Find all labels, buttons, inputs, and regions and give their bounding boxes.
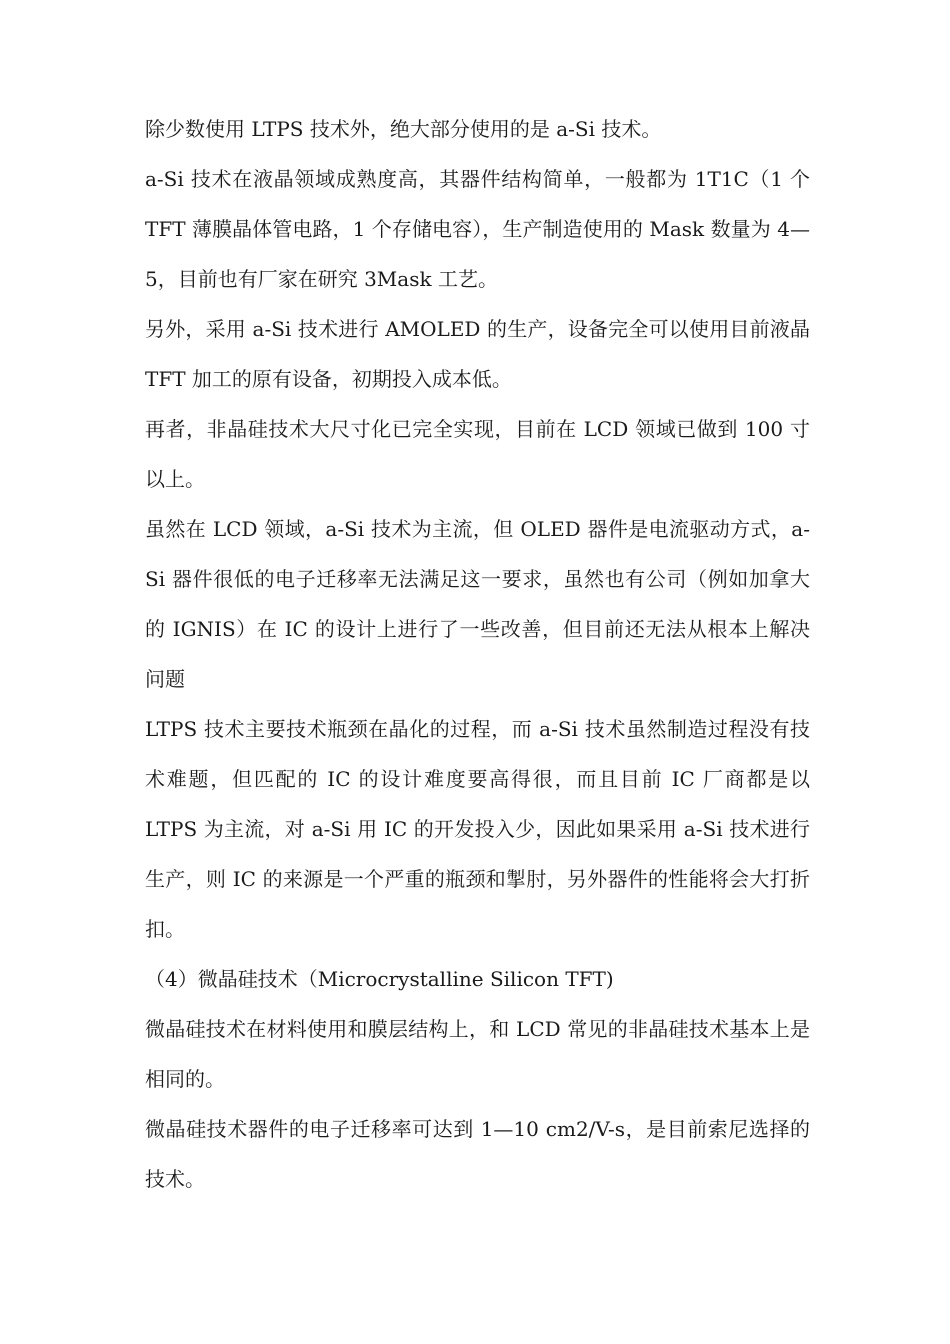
paragraph-asi-equipment: 另外，采用 a-Si 技术进行 AMOLED 的生产，设备完全可以使用目前液晶 TFT 加工的原有设备，初期投入成本低。 xyxy=(145,317,810,391)
paragraph-microcrystalline-mobility: 微晶硅技术器件的电子迁移率可达到 1—10 cm2/V-s，是目前索尼选择的技术。 xyxy=(145,1117,810,1191)
paragraph-oled-current-drive: 虽然在 LCD 领域，a-Si 技术为主流，但 OLED 器件是电流驱动方式，a-Si 器件很低的电子迁移率无法满足这一要求，虽然也有公司（例如加拿大的 IGNIS）在 IC 的设计上进行了一些改善，但目前还无法从根本上解决问题 xyxy=(145,517,810,691)
paragraph-asi-maturity: a-Si 技术在液晶领域成熟度高，其器件结构简单，一般都为 1T1C（1 个 TFT 薄膜晶体管电路，1 个存储电容），生产制造使用的 Mask 数量为 4—5，目前也有厂家在研究 3Mask 工艺。 xyxy=(145,167,810,291)
section-heading-microcrystalline: （4）微晶硅技术（Microcrystalline Silicon TFT) xyxy=(145,967,614,991)
document-page xyxy=(145,104,810,1204)
paragraph-microcrystalline-structure: 微晶硅技术在材料使用和膜层结构上，和 LCD 常见的非晶硅技术基本上是相同的。 xyxy=(145,1017,810,1091)
paragraph-amorphous-large-size: 再者，非晶硅技术大尺寸化已完全实现，目前在 LCD 领域已做到 100 寸以上。 xyxy=(145,417,810,491)
paragraph-ltps-asi-usage: 除少数使用 LTPS 技术外，绝大部分使用的是 a-Si 技术。 xyxy=(145,117,662,141)
paragraph-ltps-bottleneck: LTPS 技术主要技术瓶颈在晶化的过程，而 a-Si 技术虽然制造过程没有技术难题，但匹配的 IC 的设计难度要高得很，而且目前 IC 厂商都是以 LTPS 为主流，对 a-Si 用 IC 的开发投入少，因此如果采用 a-Si 技术进行生产，则 IC 的来源是一个严重的瓶颈和掣肘，另外器件的性能将会大打折扣。 xyxy=(145,717,810,941)
